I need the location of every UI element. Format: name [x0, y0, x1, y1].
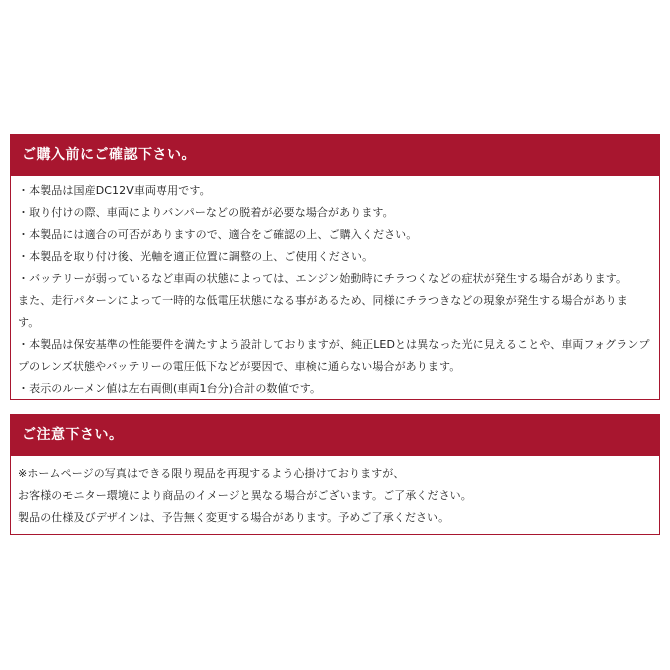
caution-line: お客様のモニター環境により商品のイメージと異なる場合がございます。ご了承ください。 — [18, 489, 472, 502]
purchase-notice-body — [11, 176, 659, 400]
purchase-notice-line: ・表示のルーメン値は左右両側(車両1台分)合計の数値です。 — [18, 382, 322, 395]
purchase-notice-line: ・本製品を取り付け後、光軸を適正位置に調整の上、ご使用ください。 — [18, 250, 374, 263]
caution-title: ご注意下さい。 — [11, 415, 659, 456]
purchase-notice-line: ・本製品は国産DC12V車両専用です。 — [18, 184, 211, 197]
purchase-notice-panel — [10, 134, 660, 400]
purchase-notice-line: プのレンズ状態やバッテリーの電圧低下などが要因で、車検に通らない場合があります。 — [18, 360, 461, 373]
purchase-notice-line: す。 — [18, 316, 40, 329]
purchase-notice-line: ・本製品は保安基準の性能要件を満たすよう設計しておりますが、純正LEDとは異なった光に見えることや、車両フォグランプ — [18, 338, 650, 351]
purchase-notice-line: ・本製品には適合の可否がありますので、適合をご確認の上、ご購入ください。 — [18, 228, 418, 241]
purchase-notice-line: また、走行パターンによって一時的な低電圧状態になる事があるため、同様にチラつきなどの現象が発生する場合がありま — [18, 294, 628, 307]
caution-line: ※ホームページの写真はできる限り現品を再現するよう心掛けておりますが、 — [18, 467, 405, 480]
purchase-notice-line: ・バッテリーが弱っているなど車両の状態によっては、エンジン始動時にチラつくなどの症状が発生する場合があります。 — [18, 272, 628, 285]
purchase-notice-title: ご購入前にご確認下さい。 — [11, 135, 659, 176]
purchase-notice-line: ・取り付けの際、車両によりバンパーなどの脱着が必要な場合があります。 — [18, 206, 394, 219]
caution-panel — [10, 414, 660, 535]
caution-line: 製品の仕様及びデザインは、予告無く変更する場合があります。予めご了承ください。 — [18, 511, 450, 524]
caution-body — [11, 456, 659, 529]
